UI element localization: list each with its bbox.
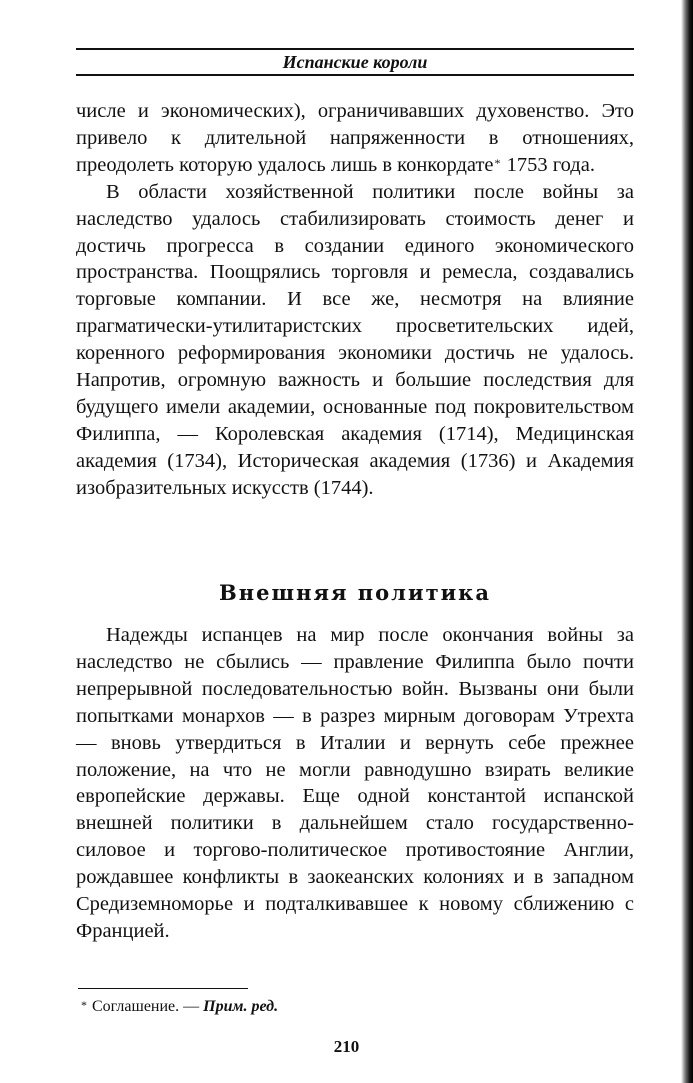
body-text-upper [76,98,634,502]
footnote-marker: * [81,998,87,1012]
scan-edge-shadow [681,0,693,1083]
page-number: 210 [333,1037,360,1056]
paragraph-1-tail: 1753 года. [501,153,595,176]
running-head-bottom-rule [76,74,634,76]
footnote-rule [78,988,248,989]
footnote-reference-marker: * [494,155,501,170]
running-head-title: Испанские короли [282,52,428,72]
section-heading: Внешняя политика [219,580,491,605]
paragraph-1-text: числе и экономических), ограничивавших духовенство. Это привело к длительной напряженности в отношениях, преодолеть которую удалось лишь в конкордате [76,100,634,176]
running-head [76,48,634,76]
paragraph-2: В области хозяйственной политики после войны за наследство удалось стабилизировать стоимость денег и достичь прогресса в создании единого экономического пространства. Поощрялись торговля и ремесла, создавались торговые компании. И все же, несмотря на влияние прагматически-утилитаристских просветительских идей, коренного реформирования экономики достичь не удалось. Напротив, огромную важность и большие последствия для будущего имели академии, основанные под покровительством Филиппа, — Королевская академия (1714), Медицинская академия (1734), Историческая академия (1736) и Академия изобразительных искусств (1744). [76,180,634,499]
paragraph-3: Надежды испанцев на мир после окончания войны за наследство не сбылись — правление Филиппа было почти непрерывной последовательностью войн. Вызваны они были попытками монархов — в разрез мирным договорам Утрехта — вновь утвердиться в Италии и вернуть себе прежнее положение, на что не могли равнодушно взирать великие европейские державы. Еще одной константой испанской внешней политики в дальнейшем стало государственно-силовое и торгово-политическое противостояние Англии, рождавшее конфликты в заокеанских колониях и в западном Средиземноморье и подталкивавшее к новому сближению с Францией. [76,624,634,942]
footnote-text: Соглашение. — [88,998,204,1015]
footnote [80,996,278,1018]
paragraph-1 [76,98,634,179]
footnote-editor-note: Прим. ред. [203,998,279,1015]
body-text-lower [76,622,634,945]
